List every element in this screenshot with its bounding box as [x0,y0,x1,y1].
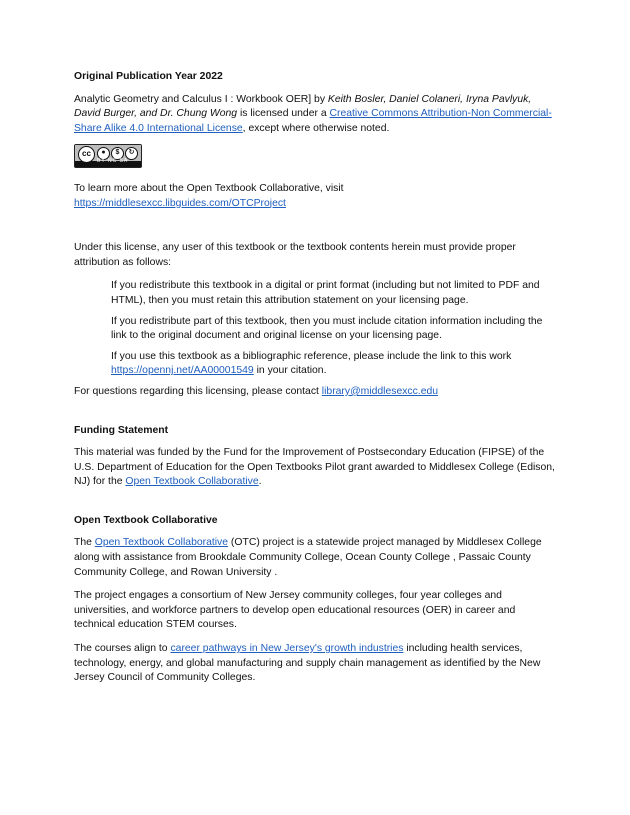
attribution-item-1: If you redistribute this textbook in a digital or print format (including but not limited to PDF and HTML), then you must retain this attribution statement on your licensing page. [111,280,540,306]
otc-project-link[interactable]: https://middlesexcc.libguides.com/OTCProject [74,197,286,209]
collab-p1 [74,536,558,580]
collab-p3-pre: The courses align to [74,643,171,655]
collab-heading: Open Textbook Collaborative [74,514,218,526]
otc-link-funding[interactable]: Open Textbook Collaborative [125,476,259,488]
library-email-link[interactable]: library@middlesexcc.edu [321,385,439,397]
otc-link-collab[interactable]: Open Textbook Collaborative [94,537,229,549]
license-authors: Keith Bosler, Daniel Colaneri, Iryna Pavlyuk, David Burger, and Dr. Chung Wong [74,93,532,120]
cc-by-nc-sa-badge-icon[interactable] [74,144,142,168]
attribution-intro: Under this license, any user of this textbook or the textbook contents herein must provide proper attribution as follows: [74,242,516,268]
biblio-pre: If you use this textbook as a bibliographic reference, please include the link to this work [111,350,512,362]
publication-year-heading: Original Publication Year 2022 [74,71,223,82]
spacer [74,400,558,424]
funding-pre: This material was funded by the Fund for the Improvement of Postsecondary Education (FIPSE) of the U.S. Department of Education for the Open Textbooks Pilot grant awarded to Middlesex College (Edison, NJ) for the [74,447,555,488]
biblio-post: in your citation. [253,365,327,377]
attribution-item-3 [111,350,558,379]
funding-heading: Funding Statement [74,424,169,436]
spacer [74,490,558,514]
collab-p1-post: (OTC) project is a statewide project managed by Middlesex College along with assistance from Brookdale Community College, Ocean County College , Passaic County Community College, and Rowan University . [74,537,542,578]
contact-pre: For questions regarding this licensing, please contact [74,385,322,397]
by-person-icon: ● [97,147,110,160]
collab-p1-pre: The [74,537,95,549]
license-statement [74,93,558,137]
opennj-link[interactable]: https://opennj.net/AA00001549 [111,365,254,377]
collab-p3 [74,642,558,686]
contact-line [74,385,558,400]
badge-labels: BY NC SA [97,157,129,164]
cc-license-link[interactable]: Creative Commons Attribution-Non Commercial-Share Alike 4.0 International License [74,108,552,134]
nc-dollar-icon: $ [111,147,124,160]
collab-p2: The project engages a consortium of New Jersey community colleges, four year colleges and universities, and workforce partners to develop open educational resources (OER) in career and technical education STEM courses. [74,590,516,631]
career-pathways-link[interactable]: career pathways in New Jersey's growth industries [170,643,404,655]
sa-share-icon: ↻ [125,147,138,160]
cc-logo-icon: cc [78,146,95,163]
funding-text [74,446,558,490]
license-post: , except where otherwise noted. [242,122,390,134]
spacer [74,211,558,241]
otc-intro: To learn more about the Open Textbook Collaborative, visit [74,182,344,194]
page-content [74,70,558,686]
collab-p3-post: including health services, technology, energy, and global manufacturing and supply chain management as identified by the New Jersey Council of Community Colleges. [74,643,541,684]
license-mid: is licensed under a [237,108,330,120]
funding-post: . [258,476,262,488]
license-pre: Analytic Geometry and Calculus I : Workbook OER] by [74,93,328,105]
attribution-item-2: If you redistribute part of this textbook, then you must include citation information including the link to the original document and original license on your licensing page. [111,315,543,342]
